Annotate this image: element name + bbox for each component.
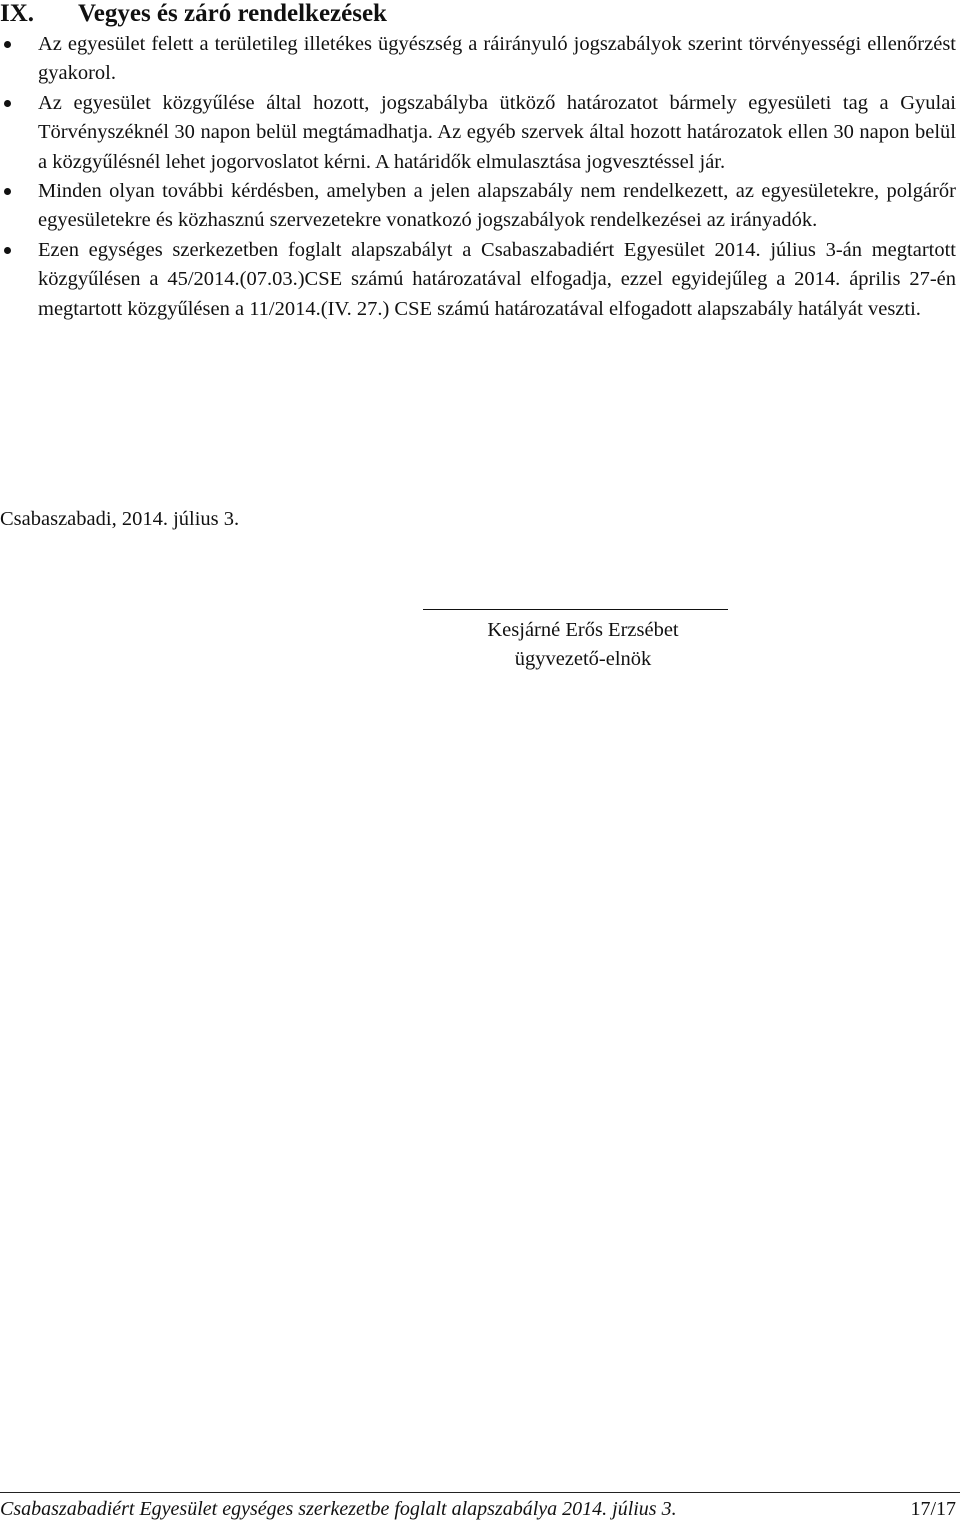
list-item [0,89,956,177]
list-item [0,177,956,236]
footer-divider [0,1492,960,1493]
signatory-name: Kesjárné Erős Erzsébet [487,619,679,641]
list-item-text: Az egyesület közgyűlése által hozott, jogszabályba ütköző határozatot bármely egyesületi tag a Gyulai Törvényszéknél 30 napon belül megtámadhatja. Az egyéb szervek által hozott határozatok ellen 30 napon belül a közgyűlésnél lehet jogorvoslatot kérni. A határidők elmulasztása jogvesztéssel jár. [38,91,956,173]
bullet-icon [4,100,11,107]
list-item [0,30,956,89]
bullet-icon [4,188,11,195]
provisions-list [0,30,956,324]
list-item-text: Az egyesület felett a területileg illetékes ügyészség a ráirányuló jogszabályok szerint törvényességi ellenőrzést gyakorol. [38,33,956,85]
section-heading [0,0,387,30]
list-item-text: Minden olyan további kérdésben, amelyben a jelen alapszabály nem rendelkezett, az egyesületekre, polgárőr egyesületekre és közhasznú szervezetekre vonatkozó jogszabályok rendelkezései az irányadók. [38,180,956,232]
page-number: 17/17 [910,1498,956,1520]
signature-line [423,609,728,610]
list-item [0,236,956,324]
section-number: IX. [0,0,35,27]
footer-title: Csabaszabadiért Egyesület egységes szerkezetbe foglalt alapszabálya 2014. július 3. [0,1498,677,1520]
signatory-role: ügyvezető-elnök [514,648,652,670]
place-and-date: Csabaszabadi, 2014. július 3. [0,508,240,530]
bullet-icon [4,41,11,48]
bullet-icon [4,247,11,254]
list-item-text: Ezen egységes szerkezetben foglalt alapszabályt a Csabaszabadiért Egyesület 2014. július 3-án megtartott közgyűlésen a 45/2014.(07.03.)CSE számú határozatával elfogadja, ezzel egyidejűleg a 2014. április 27-én megtartott közgyűlésen a 11/2014.(IV. 27.) CSE számú határozatával elfogadott alapszabály hatályát veszti. [38,238,956,320]
section-title: Vegyes és záró rendelkezések [78,0,387,27]
